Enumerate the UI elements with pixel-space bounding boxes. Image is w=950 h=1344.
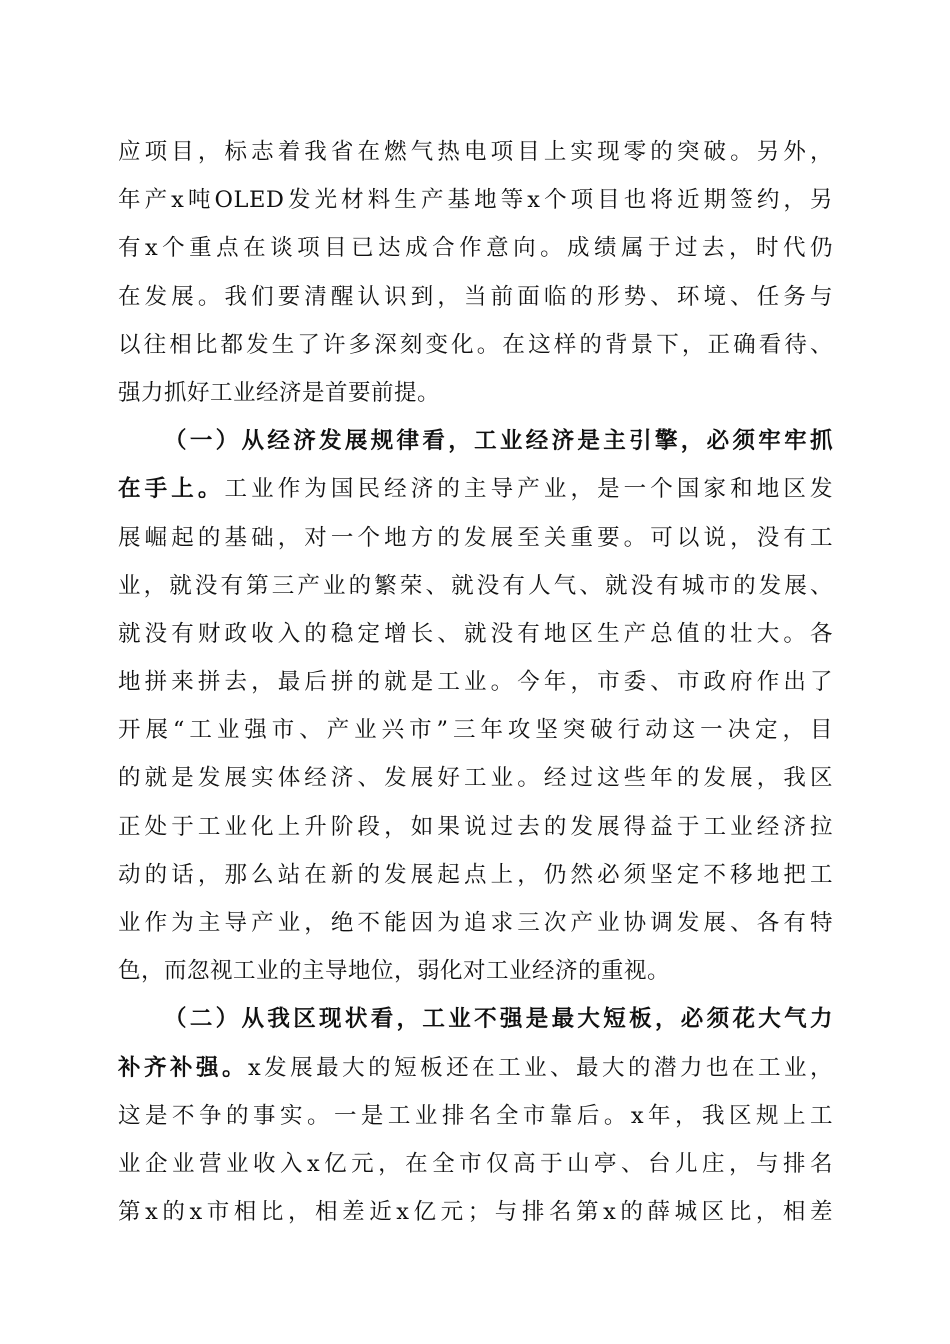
text-line: 色，而忽视工业的主导地位，弱化对工业经济的重视。 bbox=[118, 958, 671, 985]
text-line: 业，就没有第三产业的繁荣、就没有人气、就没有城市的发展、 bbox=[118, 572, 833, 599]
text-segment: 工业作为国民经济的主导产业，是一个国家和地区发 bbox=[224, 476, 833, 503]
text-line: 第x的x市相比，相差近x亿元；与排名第x的薛城区比，相差 bbox=[118, 1199, 833, 1226]
text-line: 强力抓好工业经济是首要前提。 bbox=[118, 379, 441, 406]
text-line: 展崛起的基础，对一个地方的发展至关重要。可以说，没有工 bbox=[118, 524, 833, 551]
text-line: 地拼来拼去，最后拼的就是工业。今年，市委、市政府作出了 bbox=[118, 669, 833, 696]
text-line: 开展“工业强市、产业兴市”三年攻坚突破行动这一决定，目 bbox=[118, 717, 833, 744]
section-heading-one-end: 在手上。 bbox=[118, 476, 225, 503]
text-line: 以往相比都发生了许多深刻变化。在这样的背景下，正确看待、 bbox=[118, 331, 833, 358]
paragraph-section-one bbox=[118, 417, 833, 995]
text-line: 业企业营业收入x亿元，在全市仅高于山亭、台儿庄，与排名 bbox=[118, 1150, 833, 1177]
text-line: 在发展。我们要清醒认识到，当前面临的形势、环境、任务与 bbox=[118, 283, 833, 310]
text-segment: x发展最大的短板还在工业、最大的潜力也在工业， bbox=[247, 1054, 833, 1081]
text-line: 动的话，那么站在新的发展起点上，仍然必须坚定不移地把工 bbox=[118, 861, 833, 888]
document-body bbox=[118, 128, 833, 1236]
text-line bbox=[118, 1044, 833, 1092]
text-line bbox=[118, 465, 833, 513]
paragraph-intro bbox=[118, 128, 833, 417]
text-line: 业作为主导产业，绝不能因为追求三次产业协调发展、各有特 bbox=[118, 910, 833, 936]
text-line: 就没有财政收入的稳定增长、就没有地区生产总值的壮大。各 bbox=[118, 620, 833, 647]
text-line: 年产x吨OLED发光材料生产基地等x个项目也将近期签约，另 bbox=[118, 187, 833, 214]
text-line: 应项目，标志着我省在燃气热电项目上实现零的突破。另外， bbox=[118, 139, 833, 165]
section-heading-one: （一）从经济发展规律看，工业经济是主引擎，必须牢牢抓 bbox=[164, 428, 833, 455]
paragraph-section-two bbox=[118, 995, 833, 1236]
text-line: 这是不争的事实。一是工业排名全市靠后。x年，我区规上工 bbox=[118, 1102, 833, 1129]
section-heading-two-end: 补齐补强。 bbox=[118, 1054, 248, 1081]
text-line: 有x个重点在谈项目已达成合作意向。成绩属于过去，时代仍 bbox=[118, 235, 833, 262]
section-heading-two: （二）从我区现状看，工业不强是最大短板，必须花大气力 bbox=[164, 1006, 833, 1033]
text-line: 的就是发展实体经济、发展好工业。经过这些年的发展，我区 bbox=[118, 765, 833, 792]
text-line: 正处于工业化上升阶段，如果说过去的发展得益于工业经济拉 bbox=[118, 813, 833, 840]
